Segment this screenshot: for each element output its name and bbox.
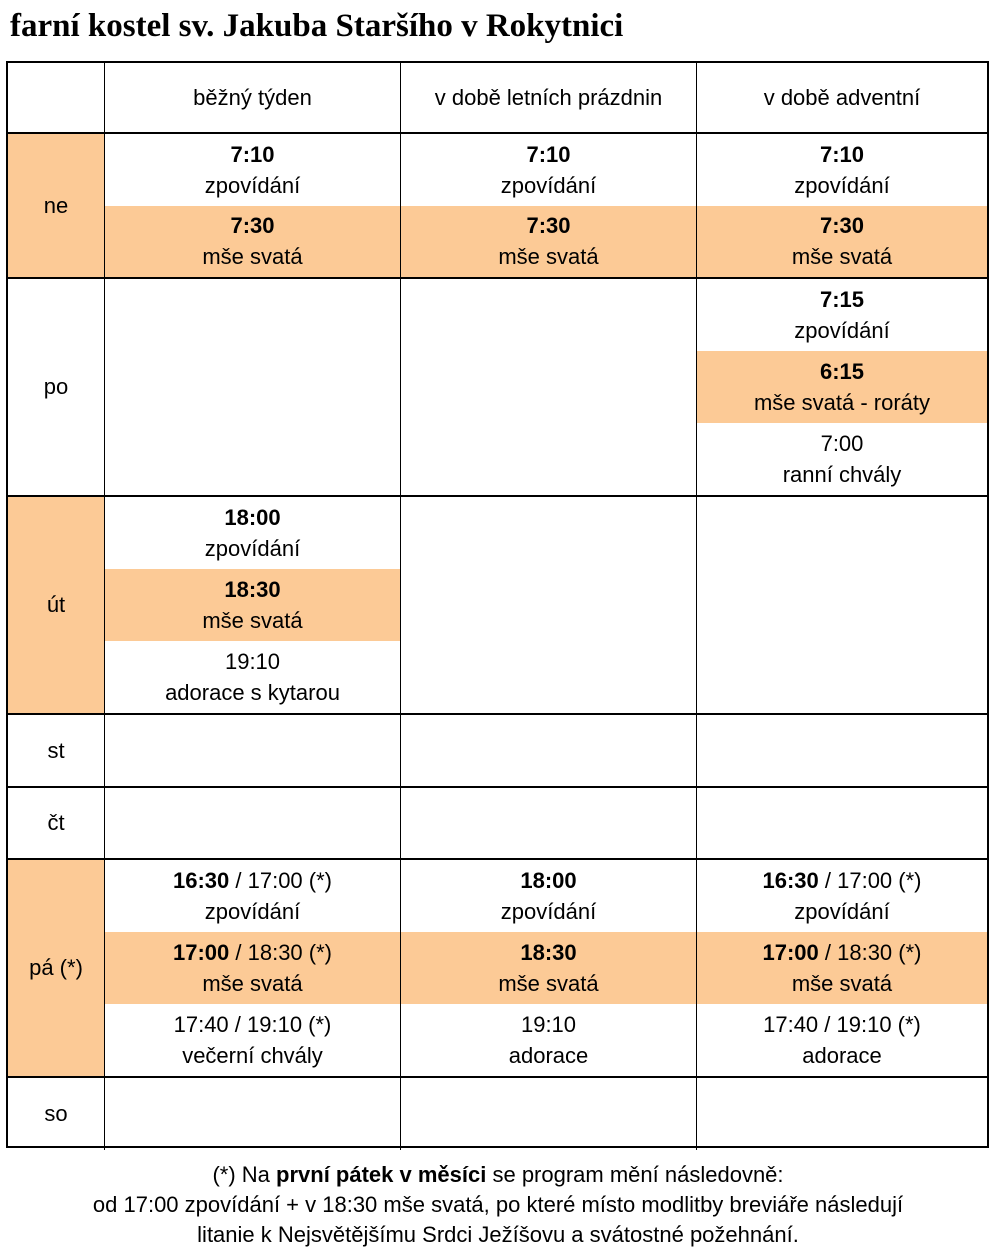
schedule-slot [105,860,400,932]
footnote-line-1: (*) Na první pátek v měsíci se program mění následovně: [212,1162,784,1187]
slot-time: 18:00 [520,868,577,893]
schedule-slot [697,279,987,351]
slot-time: 6:15 [819,359,865,384]
schedule-slot [105,1004,400,1076]
slot-time: 7:10 [230,141,275,167]
slot-label: zpovídání [500,899,597,924]
schedule-slot-mass [401,932,696,1004]
slot-time: 7:10 [526,141,571,167]
slot-time: 7:30 [526,213,571,239]
day-label-ut: út [8,497,105,715]
schedule-slot-mass [697,351,987,423]
slot-label: zpovídání [794,172,890,198]
cell-pa-regular-week [105,860,401,1078]
slot-label: zpovídání [204,172,301,198]
cell-ct-advent [697,788,987,860]
footnote-line-2: od 17:00 zpovídání + v 18:30 mše svatá, po které místo modlitby breviáře následují [92,1192,904,1217]
slot-label: zpovídání [794,899,890,924]
schedule-slot [697,1004,987,1076]
cell-ne-regular-week [105,134,401,279]
cell-ut-summer-holidays [401,497,697,715]
slot-time: 17:40 / 19:10 (*) [763,1012,921,1037]
slot-time: 7:15 [819,287,865,312]
cell-so-advent [697,1078,987,1150]
slot-time: 17:00 / 18:30 (*) [762,940,922,965]
schedule-slot-mass [105,206,400,278]
slot-label: zpovídání [500,172,597,198]
slot-time: 7:10 [819,141,865,167]
slot-label: zpovídání [794,318,890,343]
day-label-pa: pá (*) [8,860,105,1078]
slot-label: adorace s kytarou [165,680,340,705]
day-label-po: po [8,279,105,497]
header-corner-cell [8,63,105,134]
slot-time: 18:30 [520,940,577,965]
slot-time: 16:30 / 17:00 (*) [173,868,332,893]
slot-label: mše svatá [791,971,893,996]
slot-label: mše svatá [498,971,599,996]
page-title: farní kostel sv. Jakuba Staršího v Rokytnici [10,8,624,44]
schedule-slot [697,134,987,206]
cell-ct-summer-holidays [401,788,697,860]
column-header-advent: v době adventní [697,63,987,134]
cell-so-regular-week [105,1078,401,1150]
slot-label: mše svatá [202,244,303,270]
schedule-slot [401,1004,696,1076]
slot-time: 7:30 [819,213,865,239]
schedule-slot-mass [697,206,987,278]
schedule-slot [401,860,696,932]
schedule-slot-mass [105,569,400,641]
schedule-slot [105,641,400,713]
slot-time: 18:00 [224,505,281,530]
cell-ne-advent [697,134,987,279]
cell-po-regular-week [105,279,401,497]
schedule-slot [401,134,696,206]
cell-ut-advent [697,497,987,715]
slot-label: adorace [802,1043,882,1068]
cell-st-regular-week [105,715,401,788]
cell-pa-advent [697,860,987,1078]
slot-time: 17:40 / 19:10 (*) [173,1012,332,1037]
slot-label: mše svatá [202,971,303,996]
slot-label: zpovídání [204,899,301,924]
slot-time: 7:30 [230,213,275,239]
slot-label: mše svatá [498,244,599,270]
slot-label: mše svatá [791,244,893,270]
cell-ct-regular-week [105,788,401,860]
cell-ut-regular-week [105,497,401,715]
slot-label: zpovídání [204,536,301,561]
slot-label: mše svatá [202,608,303,633]
cell-so-summer-holidays [401,1078,697,1150]
cell-st-summer-holidays [401,715,697,788]
schedule-slot [105,497,400,569]
cell-ne-summer-holidays [401,134,697,279]
slot-time: 19:10 [224,649,281,674]
cell-pa-summer-holidays [401,860,697,1078]
cell-po-summer-holidays [401,279,697,497]
schedule-slot [105,134,400,206]
mass-schedule-table [6,61,989,1148]
cell-st-advent [697,715,987,788]
slot-label: adorace [508,1043,589,1068]
schedule-slot-mass [105,932,400,1004]
column-header-regular-week: běžný týden [105,63,401,134]
footnote-line-3: litanie k Nejsvětějšímu Srdci Ježíšovu a svátostné požehnání. [197,1222,799,1247]
slot-time: 7:00 [820,431,864,456]
slot-time: 17:00 / 18:30 (*) [173,940,332,965]
day-label-st: st [8,715,105,788]
slot-label: mše svatá - roráty [753,390,931,415]
schedule-slot [697,860,987,932]
schedule-slot-mass [697,932,987,1004]
column-header-summer-holidays: v době letních prázdnin [401,63,697,134]
slot-time: 18:30 [224,577,281,602]
day-label-ct: čt [8,788,105,860]
slot-time: 19:10 [520,1012,577,1037]
schedule-slot-mass [401,206,696,278]
day-label-ne: ne [8,134,105,279]
schedule-slot [697,423,987,495]
day-label-so: so [8,1078,105,1150]
cell-po-advent [697,279,987,497]
footnote [0,1160,996,1250]
slot-label: ranní chvály [782,462,902,487]
slot-label: večerní chvály [182,1043,323,1068]
slot-time: 16:30 / 17:00 (*) [762,868,922,893]
